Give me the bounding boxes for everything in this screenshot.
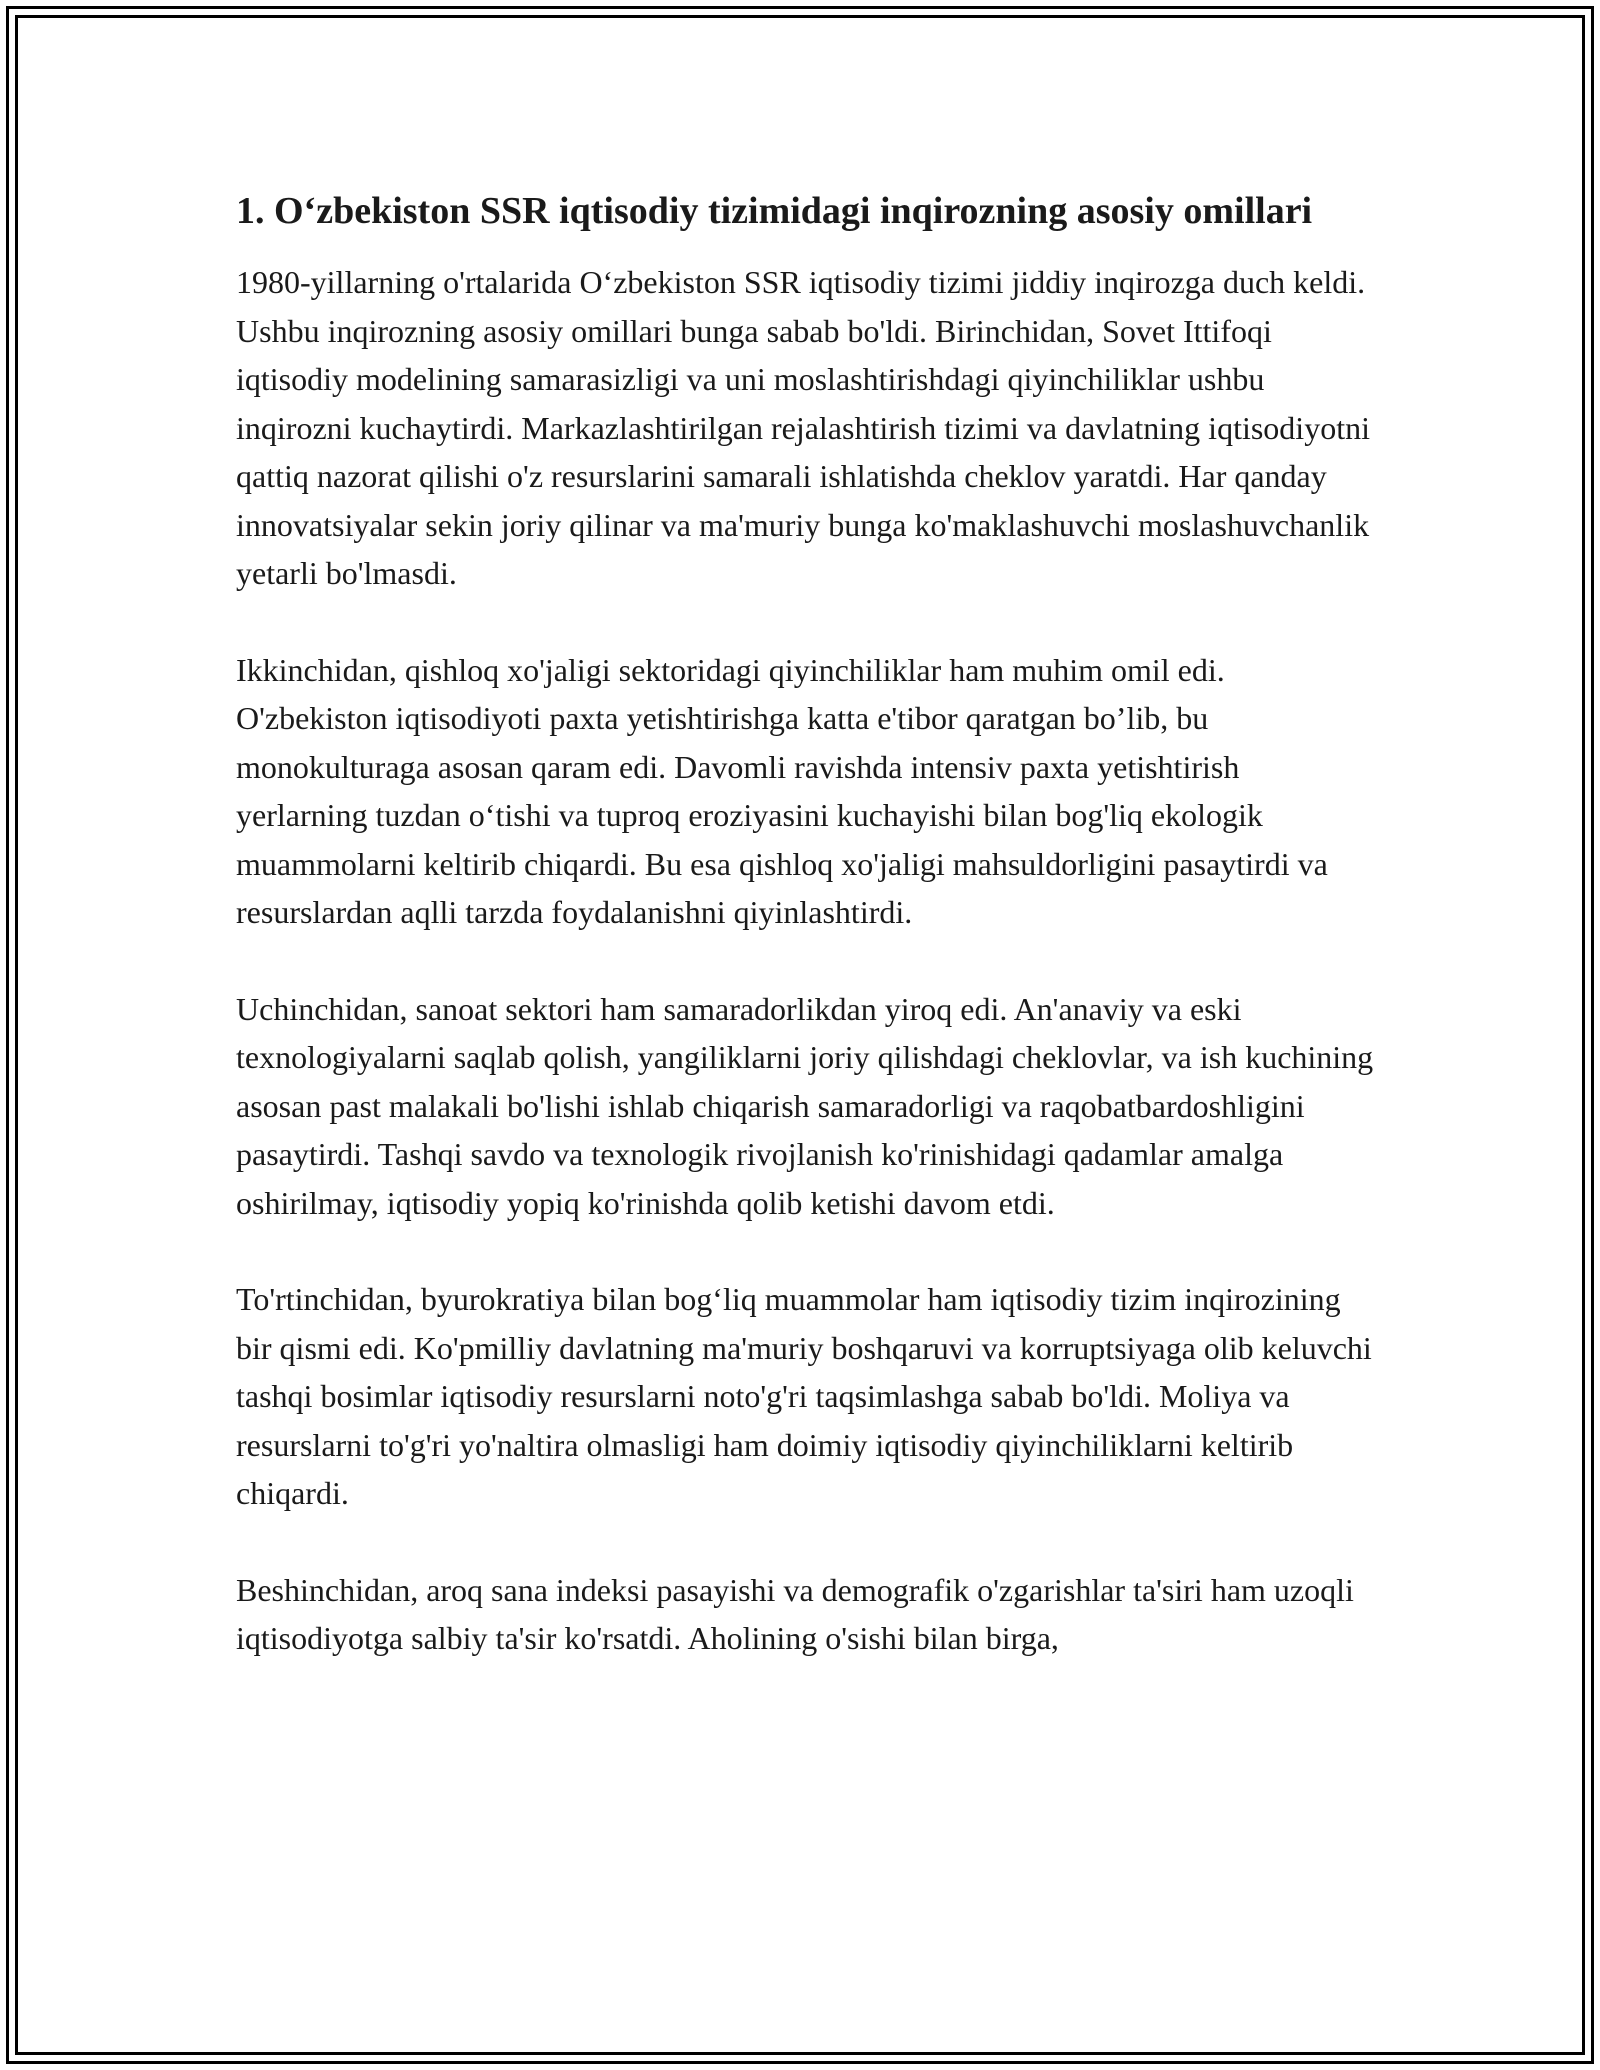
section-heading: 1. O‘zbekiston SSR iqtisodiy tizimidagi inqirozning asosiy omillari (236, 190, 1313, 232)
paragraph-1: 1980-yillarning o'rtalarida O‘zbekiston SSR iqtisodiy tizimi jiddiy inqirozga duch keldi. Ushbu inqirozning asosiy omillari bunga sabab bo'ldi. Birinchidan, Sovet Ittifoqi iqtisodiy modelining samarasizligi va uni moslashtirishdagi qiyinchiliklar ushbu inqirozni kuchaytirdi. Markazlashtirilgan rejalashtirish tizimi va davlatning iqtisodiyotni qattiq nazorat qilishi o'z resurslarini samarali ishlatishda cheklov yaratdi. Har qanday innovatsiyalar sekin joriy qilinar va ma'muriy bunga ko'maklashuvchi moslashuvchanlik yetarli bo'lmasdi. (236, 264, 1370, 591)
paragraph-2: Ikkinchidan, qishloq xo'jaligi sektoridagi qiyinchiliklar ham muhim omil edi. O'zbekiston iqtisodiyoti paxta yetishtirishga katta e'tibor qaratgan bo’lib, bu monokulturaga asosan qaram edi. Davomli ravishda intensiv paxta yetishtirish yerlarning tuzdan o‘tishi va tuproq eroziyasini kuchayishi bilan bog'liq ekologik muammolarni keltirib chiqardi. Bu esa qishloq xo'jaligi mahsuldorligini pasaytirdi va resurslardan aqlli tarzda foydalanishni qiyinlashtirdi. (236, 651, 1328, 930)
paragraph-5: Beshinchidan, aroq sana indeksi pasayishi va demografik o'zgarishlar ta'siri ham uzoqli iqtisodiyotga salbiy ta'sir ko'rsatdi. Aholining o'sishi bilan birga, (236, 1571, 1354, 1656)
document-body (236, 184, 1376, 1711)
paragraph-3: Uchinchidan, sanoat sektori ham samaradorlikdan yiroq edi. An'anaviy va eski texnologiyalarni saqlab qolish, yangiliklarni joriy qilishdagi cheklovlar, va ish kuchining asosan past malakali bo'lishi ishlab chiqarish samaradorligi va raqobatbardoshligini pasaytirdi. Tashqi savdo va texnologik rivojlanish ko'rinishidagi qadamlar amalga oshirilmay, iqtisodiy yopiq ko'rinishda qolib ketishi davom etdi. (236, 990, 1374, 1221)
paragraph-4: To'rtinchidan, byurokratiya bilan bog‘liq muammolar ham iqtisodiy tizim inqirozining bir qismi edi. Ko'pmilliy davlatning ma'muriy boshqaruvi va korruptsiyaga olib keluvchi tashqi bosimlar iqtisodiy resurslarni noto'g'ri taqsimlashga sabab bo'ldi. Moliya va resurslarni to'g'ri yo'naltira olmasligi ham doimiy iqtisodiy qiyinchiliklarni keltirib chiqardi. (236, 1281, 1372, 1511)
